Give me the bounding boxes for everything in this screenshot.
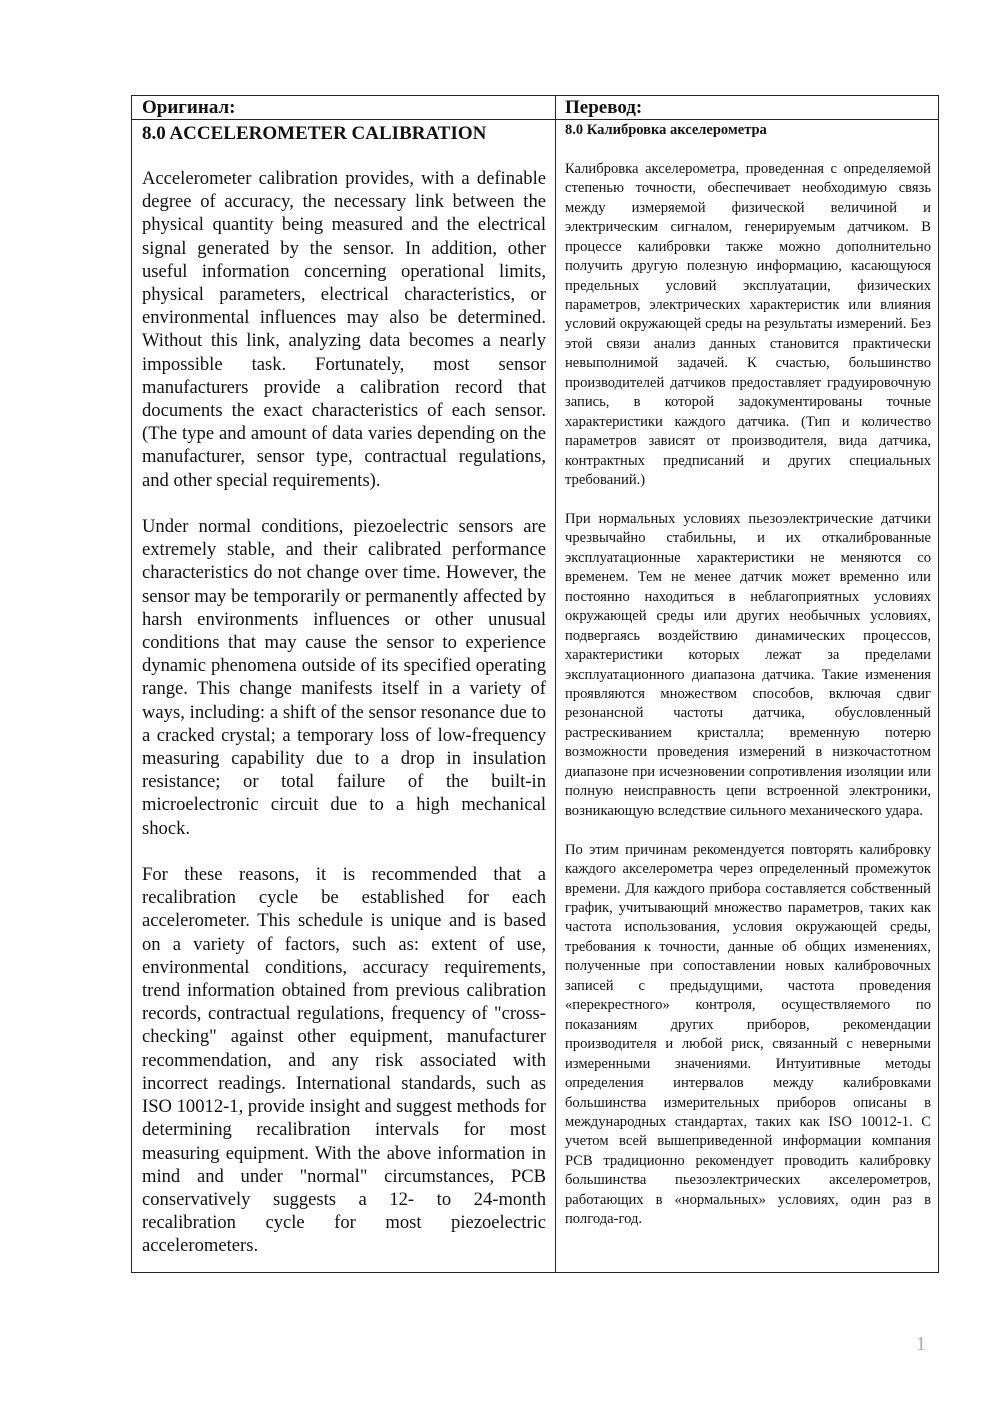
translation-table: [131, 95, 939, 1273]
translation-paragraph-1: Калибровка акселерометра, проведенная с определяемой степенью точности, обеспечивает необходимую связь между измеряемой физической величиной и электрическим сигналом, генерируемым датчиком. В процессе калибровки также можно дополнительно получить другую полезную информацию, касающуюся предельных условий эксплуатации, физических параметров, электрических характеристик или влияния условий окружающей среды на результаты измерений. Без этой связи анализ данных становится практически невыполнимой задачей. К счастью, большинство производителей датчиков предоставляет градуировочную запись, в которой задокументированы точные характеристики каждого датчика. (Тип и количество параметров зависят от производителя, вида датчика, контрактных предписаний и других специальных требований.): [565, 160, 931, 489]
original-section-title: 8.0 ACCELEROMETER CALIBRATION: [142, 123, 487, 144]
translation-paragraph-3: По этим причинам рекомендуется повторять калибровку каждого акселерометра через определенный промежуток времени. Для каждого прибора составляется собственный график, учитывающий множество параметров, таких как частота использования, условия окружающей среды, требования к точности, данные об общих изменениях, полученные при сопоставлении новых калибровочных записей с предыдущими, частота проведения «перекрестного» контроля, осуществляемого по показаниям других приборов, рекомендации производителя и любой риск, связанный с неверными измеренными значениями. Интуитивные методы определения интервалов между калибровками большинства измерительных приборов описаны в международных стандартах, таких как ISO 10012-1. С учетом всей вышеприведенной информации компания PCB традиционно рекомендует проводить калибровку большинства пьезоэлектрических акселерометров, работающих в «нормальных» условиях, один раз в полгода-год.: [565, 841, 931, 1228]
translation-text-cell: [556, 120, 939, 1273]
original-text-cell: [132, 120, 556, 1273]
original-paragraph-2: Under normal conditions, piezoelectric sensors are extremely stable, and their calibrated performance characteristics do not change over time. However, the sensor may be temporarily or permanently affected by harsh environments influences or other unusual conditions that may cause the sensor to experience dynamic phenomena outside of its specified operating range. This change manifests itself in a variety of ways, including: a shift of the sensor resonance due to a cracked crystal; a temporary loss of low-frequency measuring capability due to a drop in insulation resistance; or total failure of the built-in microelectronic circuit due to a high mechanical shock.: [142, 516, 546, 839]
translation-section-title: 8.0 Калибровка акселерометра: [565, 122, 767, 138]
translation-column-header: Перевод:: [556, 96, 939, 120]
page-number: 1: [916, 1333, 926, 1355]
table-content-row: [132, 120, 939, 1273]
original-paragraph-1: Accelerometer calibration provides, with a definable degree of accuracy, the necessary link between the physical quantity being measured and the electrical signal generated by the sensor. In addition, other useful information concerning operational limits, physical parameters, electrical characteristics, or environmental influences may also be determined. Without this link, analyzing data becomes a nearly impossible task. Fortunately, most sensor manufacturers provide a calibration record that documents the exact characteristics of each sensor. (The type and amount of data varies depending on the manufacturer, sensor type, contractual regulations, and other special requirements).: [142, 168, 546, 491]
translation-paragraph-2: При нормальных условиях пьезоэлектрические датчики чрезвычайно стабильны, и их откалиброванные эксплуатационные характеристики не меняются со временем. Тем не менее датчик может временно или постоянно находиться в неблагоприятных условиях окружающей среды или других необычных условиях, подвергаясь воздействию динамических процессов, характеристики которых лежат за пределами эксплуатационного диапазона датчика. Такие изменения проявляются множеством способов, включая сдвиг резонансной частоты датчика, обусловленный растрескиванием кристалла; временную потерю возможности проведения измерений в низкочастотном диапазоне при исчезновении сопротивления изоляции или полную неисправность цепи встроенной электроники, возникающую вследствие сильного механического удара.: [565, 510, 931, 819]
original-column-header: Оригинал:: [132, 96, 556, 120]
table-header-row: [132, 96, 939, 120]
original-paragraph-3: For these reasons, it is recommended that a recalibration cycle be established for each accelerometer. This schedule is unique and is based on a variety of factors, such as: extent of use, environmental conditions, accuracy requirements, trend information obtained from previous calibration records, contractual regulations, frequency of "cross-checking" against other equipment, manufacturer recommendation, and any risk associated with incorrect readings. International standards, such as ISO 10012-1, provide insight and suggest methods for determining recalibration intervals for most measuring equipment. With the above information in mind and under "normal" circumstances, PCB conservatively suggests a 12- to 24-month recalibration cycle for most piezoelectric accelerometers.: [142, 864, 546, 1257]
